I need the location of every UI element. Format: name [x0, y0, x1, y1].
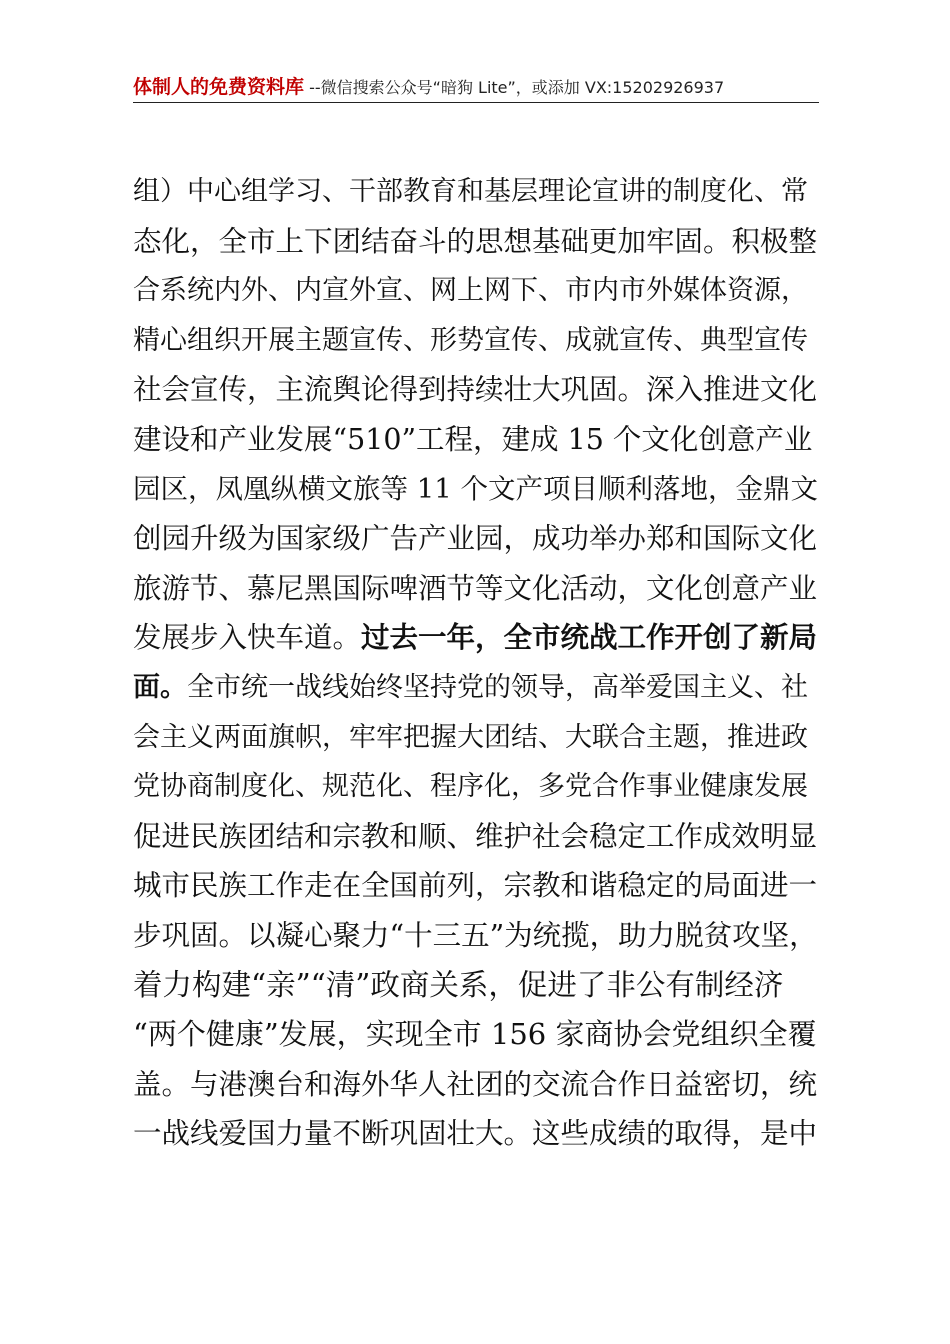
text-span: 着力构建“亲”“清”政商关系，促进了非公有制经济 — [133, 967, 784, 1002]
text-line — [133, 762, 819, 812]
text-span: 社会宣传，主流舆论得到持续壮大巩固。深入推进文化 — [133, 373, 818, 407]
text-span: 党协商制度化、规范化、程序化，多党合作事业健康发展 — [133, 771, 808, 803]
text-span: 组）中心组学习、干部教育和基层理论宣讲的制度化、常 — [133, 176, 808, 207]
header-contact: --微信搜索公众号“暗狗 Lite”，或添加 VX:15202926937 — [304, 78, 725, 97]
text-line — [133, 217, 819, 267]
text-line — [133, 812, 819, 862]
text-line — [133, 1010, 819, 1060]
text-span: 盖。与港澳台和海外华人社团的交流合作日益密切，统 — [133, 1067, 818, 1101]
text-span: 精心组织开展主题宣传、形势宣传、成就宣传、典型宣传 — [133, 324, 808, 356]
header-brand: 体制人的免费资料库 — [133, 76, 305, 98]
text-line — [133, 1060, 819, 1110]
text-line — [133, 861, 819, 911]
text-line — [133, 316, 819, 366]
text-line — [133, 663, 819, 713]
text-line — [133, 613, 819, 663]
text-line — [133, 465, 819, 515]
text-line — [133, 961, 819, 1011]
bold-heading-span: 面。 — [133, 671, 187, 703]
text-span: 创园升级为国家级广告产业园，成功举办郑和国际文化 — [133, 522, 818, 556]
text-span: 发展步入快车道。 — [133, 621, 362, 655]
text-line — [133, 415, 819, 465]
text-span: 一战线爱国力量不断巩固壮大。这些成绩的取得，是中 — [133, 1117, 818, 1151]
text-span: 建设和产业发展“510”工程，建成 15 个文化创意产业 — [133, 422, 813, 456]
text-span: “两个健康”发展，实现全市 156 家商协会党组织全覆 — [133, 1017, 817, 1052]
text-span: 态化，全市上下团结奋斗的思想基础更加牢固。积极整 — [133, 224, 818, 258]
text-line — [133, 564, 819, 614]
bold-heading-span: 过去一年，全市统战工作开创了新局 — [361, 620, 818, 655]
document-body — [133, 167, 819, 1159]
text-span: 会主义两面旗帜，牢牢把握大团结、大联合主题，推进政 — [133, 721, 808, 753]
text-line — [133, 365, 819, 415]
text-span: 城市民族工作走在全国前列，宗教和谐稳定的局面进一 — [133, 869, 818, 903]
page-header — [133, 72, 819, 103]
text-line — [133, 1109, 819, 1159]
text-span: 步巩固。以凝心聚力“十三五”为统揽，助力脱贫攻坚， — [133, 918, 818, 952]
text-line — [133, 713, 819, 763]
text-line — [133, 911, 819, 961]
text-line — [133, 266, 819, 316]
text-span: 园区，凤凰纵横文旅等 11 个文产项目顺利落地，金鼎文 — [133, 472, 818, 505]
text-span: 全市统一战线始终坚持党的领导，高举爱国主义、社 — [187, 671, 808, 703]
text-span: 促进民族团结和宗教和顺、维护社会稳定工作成效明显 — [133, 819, 818, 853]
text-span: 旅游节、慕尼黑国际啤酒节等文化活动，文化创意产业 — [133, 571, 818, 605]
text-line — [133, 167, 819, 217]
text-line — [133, 514, 819, 564]
text-span: 合系统内外、内宣外宣、网上网下、市内市外媒体资源， — [133, 275, 808, 307]
